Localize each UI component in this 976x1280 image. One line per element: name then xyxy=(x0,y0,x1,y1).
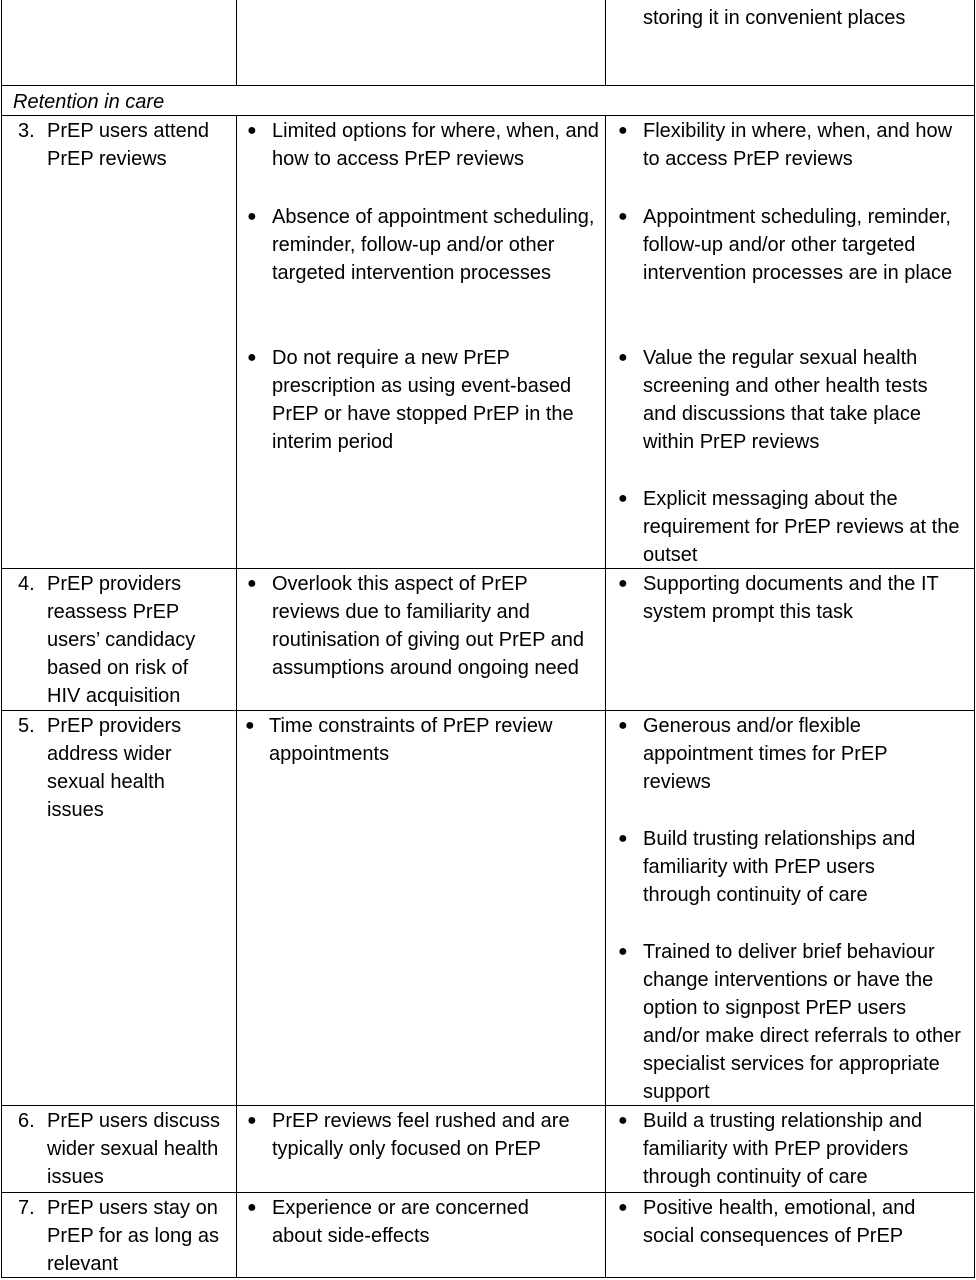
row-label: PrEP users stay on PrEP for as long as relevant xyxy=(47,1197,219,1275)
row-number: 6. xyxy=(18,1110,35,1132)
facilitator-text: Build trusting relationships and familiarity with PrEP users through continuity of care xyxy=(643,828,916,906)
table-row xyxy=(0,1107,976,1192)
barrier-text: Time constraints of PrEP review appointments xyxy=(269,715,553,765)
barrier-text: Overlook this aspect of PrEP reviews due to familiarity and routinisation of giving out PrEP and assumptions around ongoing need xyxy=(272,573,585,679)
bullet-icon: ● xyxy=(618,208,628,225)
facilitator-text: Explicit messaging about the requirement for PrEP reviews at the outset xyxy=(643,488,960,566)
bullet-icon: ● xyxy=(247,208,257,225)
bullet-icon: ● xyxy=(618,1112,628,1129)
row-divider xyxy=(1,1192,974,1193)
bullet-icon: ● xyxy=(245,717,255,734)
barrier-text: Experience or are concerned about side-effects xyxy=(272,1197,529,1247)
bullet-icon: ● xyxy=(247,122,257,139)
facilitator-text: Positive health, emotional, and social consequences of PrEP xyxy=(643,1197,916,1247)
bullet-icon: ● xyxy=(618,830,628,847)
column-divider xyxy=(605,0,606,86)
bullet-icon: ● xyxy=(618,349,628,366)
bullet-icon: ● xyxy=(247,1112,257,1129)
bullet-icon: ● xyxy=(618,943,628,960)
facilitator-text: Trained to deliver brief behaviour change interventions or have the option to signpost PrEP users and/or make direct referrals to other specialist services for appropriate support xyxy=(643,941,961,1103)
facilitator-text: Value the regular sexual health screening and other health tests and discussions that take place within PrEP reviews xyxy=(643,347,928,453)
facilitator-text: Supporting documents and the IT system prompt this task xyxy=(643,573,939,623)
barrier-text: Absence of appointment scheduling, reminder, follow-up and/or other targeted intervention processes xyxy=(272,206,595,284)
row-label: PrEP users attend PrEP reviews xyxy=(47,120,209,170)
barrier-text: Do not require a new PrEP prescription as using event-based PrEP or have stopped PrEP in the interim period xyxy=(272,347,574,453)
bullet-icon: ● xyxy=(618,1199,628,1216)
carryover-text: storing it in convenient places xyxy=(643,7,906,29)
bullet-icon: ● xyxy=(247,1199,257,1216)
row-number: 3. xyxy=(18,120,35,142)
section-title: Retention in care xyxy=(13,91,165,113)
bullet-icon: ● xyxy=(618,717,628,734)
facilitator-text: Flexibility in where, when, and how to access PrEP reviews xyxy=(643,120,953,170)
row-divider xyxy=(1,85,974,86)
bullet-icon: ● xyxy=(618,575,628,592)
table-row xyxy=(0,117,976,567)
facilitator-text: Generous and/or flexible appointment times for PrEP reviews xyxy=(643,715,888,793)
table-row xyxy=(0,1194,976,1278)
row-divider xyxy=(1,710,974,711)
column-divider xyxy=(236,0,237,86)
row-label: PrEP users discuss wider sexual health issues xyxy=(47,1110,221,1188)
row-number: 4. xyxy=(18,573,35,595)
bullet-icon: ● xyxy=(247,349,257,366)
row-label: PrEP providers reassess PrEP users’ candidacy based on risk of HIV acquisition xyxy=(47,573,196,707)
bullet-icon: ● xyxy=(618,490,628,507)
table-row xyxy=(0,712,976,1104)
facilitator-text: Build a trusting relationship and familiarity with PrEP providers through continuity of care xyxy=(643,1110,923,1188)
bullet-icon: ● xyxy=(247,575,257,592)
row-number: 5. xyxy=(18,715,35,737)
row-label: PrEP providers address wider sexual health issues xyxy=(47,715,182,821)
barrier-text: Limited options for where, when, and how to access PrEP reviews xyxy=(272,120,599,170)
table-row xyxy=(0,570,976,710)
facilitator-text: Appointment scheduling, reminder, follow-up and/or other targeted intervention processes are in place xyxy=(643,206,953,284)
bullet-icon: ● xyxy=(618,122,628,139)
barrier-text: PrEP reviews feel rushed and are typically only focused on PrEP xyxy=(272,1110,570,1160)
row-number: 7. xyxy=(18,1197,35,1219)
